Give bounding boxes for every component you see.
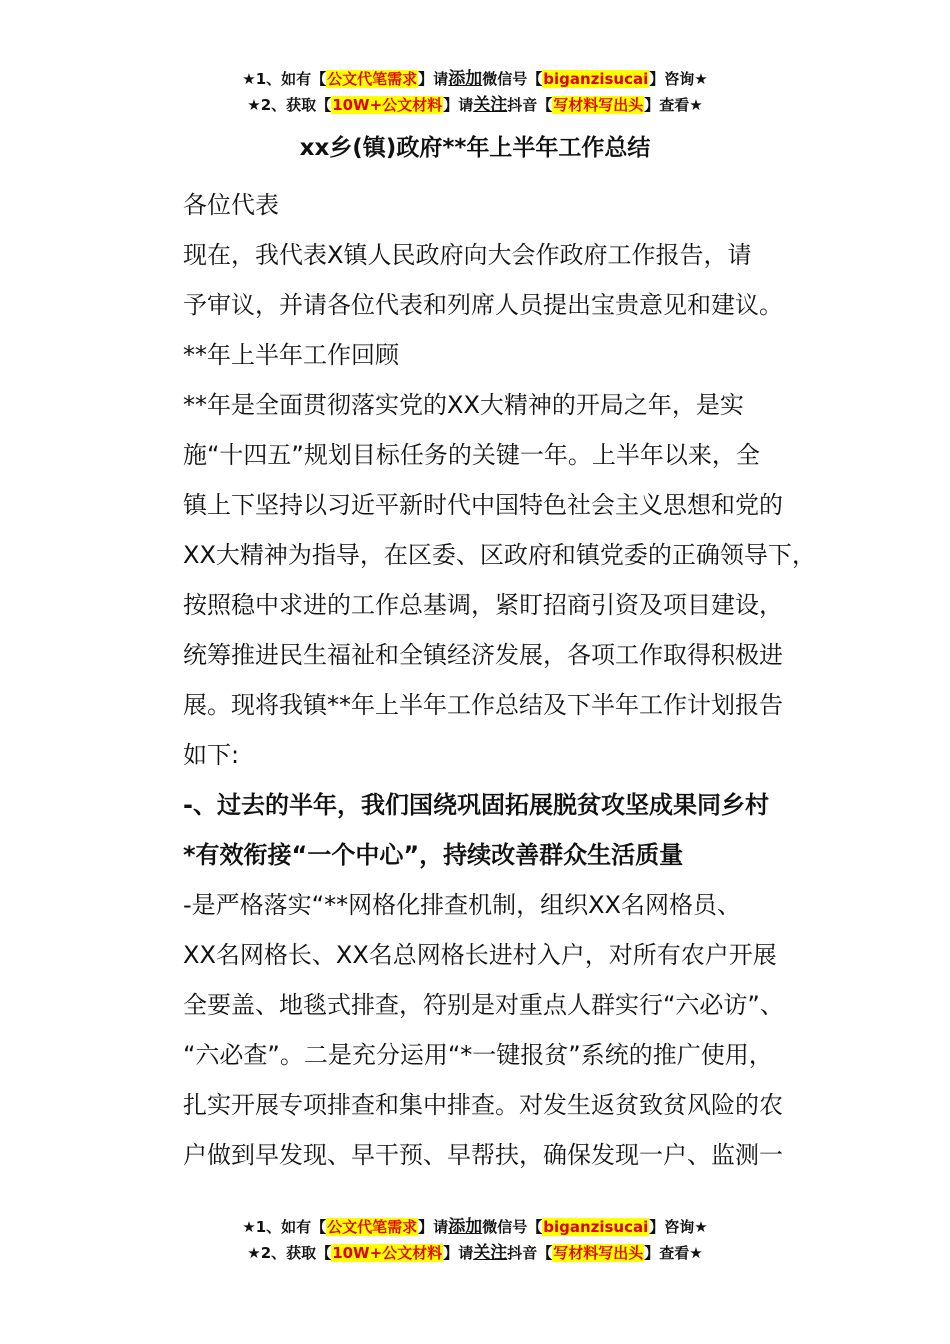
promo-line-2: ★2、获取【10W+公文材料】请关注抖音【写材料写出头】查看★ (247, 1243, 703, 1263)
paragraph-overview: **年是全面贯彻落实党的XX大精神的开局之年，是实 施“十四五”规划目标任务的关键一年。上半年以来，全 镇上下坚持以习近平新时代中国特色社会主义思想和党的 XX大精神为指导，在区委、区政府和镇党委的正确领导下， 按照稳中求进的工作总基调，紧盯招商引资及项目建设， 统筹推进民生福祉和全镇经济发展，各项工作取得积极进 展。现将我镇**年上半年工作总结及下半年工作计划报告 如下: (183, 391, 816, 769)
header-promo-banner (0, 66, 950, 118)
promo-line-2: ★2、获取【10W+公文材料】请关注抖音【写材料写出头】查看★ (247, 95, 703, 115)
promo-highlight: biganzisucai (543, 70, 649, 88)
document-title: xx乡(镇)政府**年上半年工作总结 (299, 135, 651, 161)
paragraph-section-heading: **年上半年工作回顾 (183, 341, 399, 369)
promo-line-1: ★1、如有【公文代笔需求】请添加微信号【biganzisucai】咨询★ (242, 1217, 708, 1237)
promo-highlight: 10W+公文材料 (332, 1244, 443, 1262)
paragraph-detail: -是严格落实“**网格化排查机制，组织XX名网格员、 XX名网格长、XX名总网格长进村入户，对所有农户开展 全要盖、地毯式排查，符别是对重点人群实行“六必访”、 “六必查”。二是充分运用“*一键报贫”系统的推广使用， 扎实开展专项排查和集中排查。对发生返贫致贫风险的农 户做到早发现、早干预、早帮扶，确保发现一户、监测一 (183, 891, 784, 1169)
promo-highlight: 公文代笔需求 (327, 70, 418, 88)
footer-promo-banner (0, 1214, 950, 1266)
promo-line-1: ★1、如有【公文代笔需求】请添加微信号【biganzisucai】咨询★ (242, 69, 708, 89)
document-body (145, 180, 817, 1180)
paragraph-salutation: 各位代表 (183, 191, 279, 219)
promo-highlight: 公文代笔需求 (327, 1218, 418, 1236)
promo-highlight: 写材料写出头 (553, 1244, 644, 1262)
promo-highlight: 写材料写出头 (553, 96, 644, 114)
paragraph-subheading-bold: -、过去的半年，我们国绕巩固拓展脱贫攻坚成果同乡村 *有效衔接“一个中心”，持续改善群众生活质量 (183, 791, 769, 869)
paragraph-intro: 现在，我代表X镇人民政府向大会作政府工作报告，请 予审议，并请各位代表和列席人员提出宝贵意见和建议。 (183, 241, 783, 319)
promo-highlight: biganzisucai (543, 1218, 649, 1236)
promo-highlight: 10W+公文材料 (332, 96, 443, 114)
